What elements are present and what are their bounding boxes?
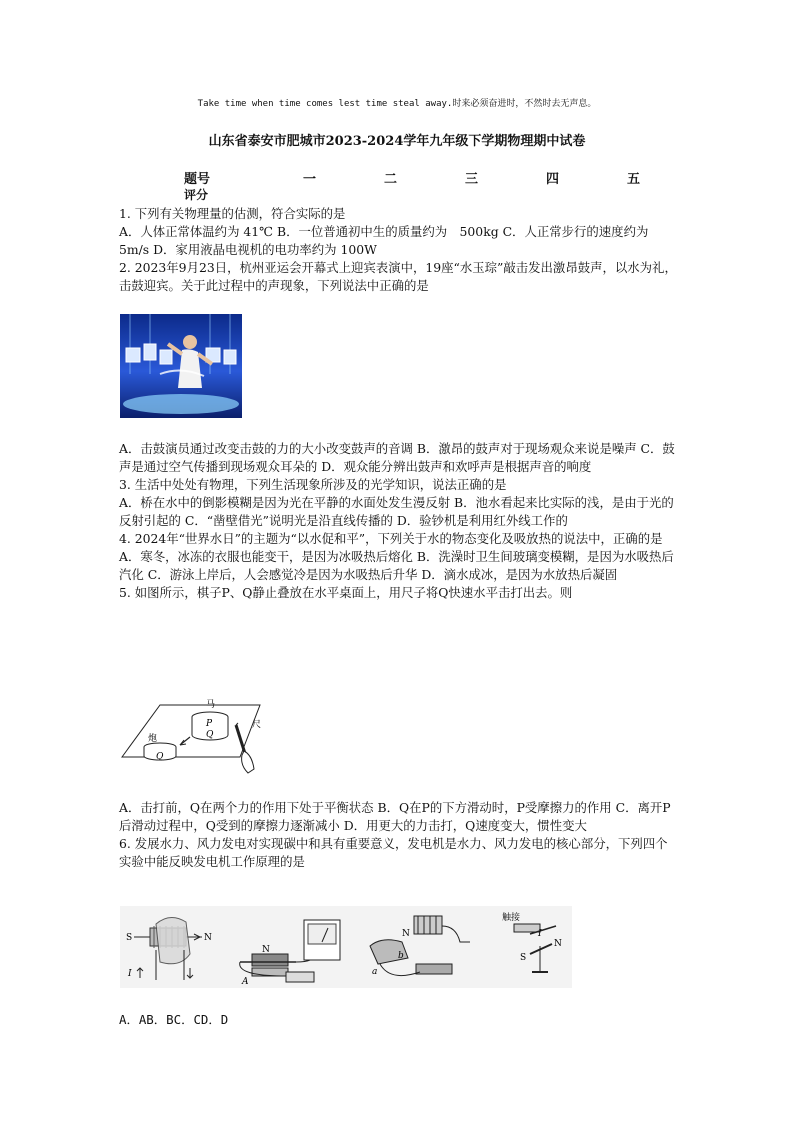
score-column-5: 五 — [627, 172, 641, 187]
score-column-1: 一 — [303, 172, 317, 187]
chess-pieces-diagram — [120, 693, 270, 779]
score-row-label: 评分 — [184, 188, 209, 202]
exp-a-n-label: N — [204, 933, 212, 943]
piece-pao-label: 炮 — [148, 734, 158, 744]
question-3-stem: 3. 生活中处处有物理，下列生活现象所涉及的光学知识，说法正确的是 — [119, 477, 507, 492]
question-1-stem: 1. 下列有关物理量的估测，符合实际的是 — [119, 206, 346, 221]
question-2-options: A．击鼓演员通过改变击鼓的力的大小改变鼓声的音调 B．激昂的鼓声对于现场观众来说是噪声 C．鼓声是通过空气传播到现场观众耳朵的 D．观众能分辨出鼓声和欢呼声是根据声音的响度 — [119, 441, 675, 474]
question-2-stem: 2. 2023年9月23日，杭州亚运会开幕式上迎宾表演中，19座“水玉琮”敲击发出激昂鼓声，以水为礼，击鼓迎宾。关于此过程中的声现象，下列说法中正确的是 — [119, 260, 677, 293]
score-column-2: 二 — [384, 172, 398, 187]
question-block-1 — [119, 205, 679, 295]
ruler-label: 尺 — [252, 720, 262, 730]
question-5-stem: 5. 如图所示，棋子P、Q静止叠放在水平桌面上，用尺子将Q快速水平击打出去。则 — [119, 585, 573, 600]
exam-title: 山东省泰安市肥城市2023-2024学年九年级下学期物理期中试卷 — [208, 134, 586, 149]
question-4-stem: 4. 2024年“世界水日”的主题为“以水促和平”，下列关于水的物态变化及吸放热的说法中，正确的是 — [119, 531, 663, 546]
exp-c-a-label: a — [372, 967, 378, 977]
exp-a-s-label: S — [126, 933, 133, 943]
exp-d-current-label: I — [538, 929, 542, 939]
score-column-4: 四 — [546, 172, 560, 187]
header-note: Take time when time comes lest time steal away.时来必须奋进时，不然时去无声息。 — [197, 99, 597, 109]
question-3-options: A．桥在水中的倒影模糊是因为光在平静的水面处发生漫反射 B．池水看起来比实际的浅，是由于光的反射引起的 C．“凿壁借光”说明光是沿直线传播的 D．验钞机是利用红外线工作的 — [119, 495, 674, 528]
question-2-photo — [120, 314, 242, 418]
piece-p-label: P — [206, 719, 213, 729]
exp-b-a-label: A — [242, 977, 249, 987]
exp-d-s-label: S — [520, 953, 527, 963]
drum-performance-image — [120, 314, 242, 418]
exp-b-n-label: N — [262, 945, 270, 955]
score-table-row — [184, 186, 208, 203]
question-5-figure — [120, 693, 270, 779]
exp-d-n-label: N — [554, 939, 562, 949]
exp-d-touch-label: 触接 — [502, 913, 521, 923]
question-block-3 — [119, 799, 679, 871]
score-table-header-label: 题号 — [184, 172, 211, 187]
piece-ma-label: 马 — [206, 700, 216, 710]
question-6-figure — [120, 906, 572, 988]
question-1-options: A．人体正常体温约为 41℃ B．一位普通初中生的质量约为 500kg C．人正常步行的速度约为 5m/s D．家用液晶电视机的电功率约为 100W — [119, 224, 649, 257]
exp-c-n-label: N — [402, 929, 410, 939]
question-5-options: A．击打前，Q在两个力的作用下处于平衡状态 B．Q在P的下方滑动时，P受摩擦力的作用 C．离开P后滑动过程中，Q受到的摩擦力逐渐减小 D．用更大的力击打，Q速度变大，惯性变大 — [119, 800, 671, 833]
question-block-2 — [119, 440, 679, 602]
question-4-options: A．寒冬，冰冻的衣服也能变干，是因为冰吸热后熔化 B．洗澡时卫生间玻璃变模糊，是因为水吸热后汽化 C．游泳上岸后，人会感觉冷是因为水吸热后升华 D．滴水成冰，是因为水放热后凝固 — [119, 549, 674, 582]
piece-q-label-top: Q — [206, 730, 214, 740]
exp-a-current-label: I — [128, 969, 132, 979]
four-experiments-diagram — [120, 906, 572, 988]
score-column-3: 三 — [465, 172, 479, 187]
question-block-4 — [119, 1011, 679, 1029]
question-6-stem: 6. 发展水力、风力发电对实现碳中和具有重要意义，发电机是水力、风力发电的核心部分，下列四个实验中能反映发电机工作原理的是 — [119, 836, 668, 869]
exp-c-b-label: b — [398, 951, 404, 961]
piece-q-label: Q — [156, 752, 164, 762]
question-6-options: A．AB．BC．CD．D — [119, 1012, 229, 1027]
